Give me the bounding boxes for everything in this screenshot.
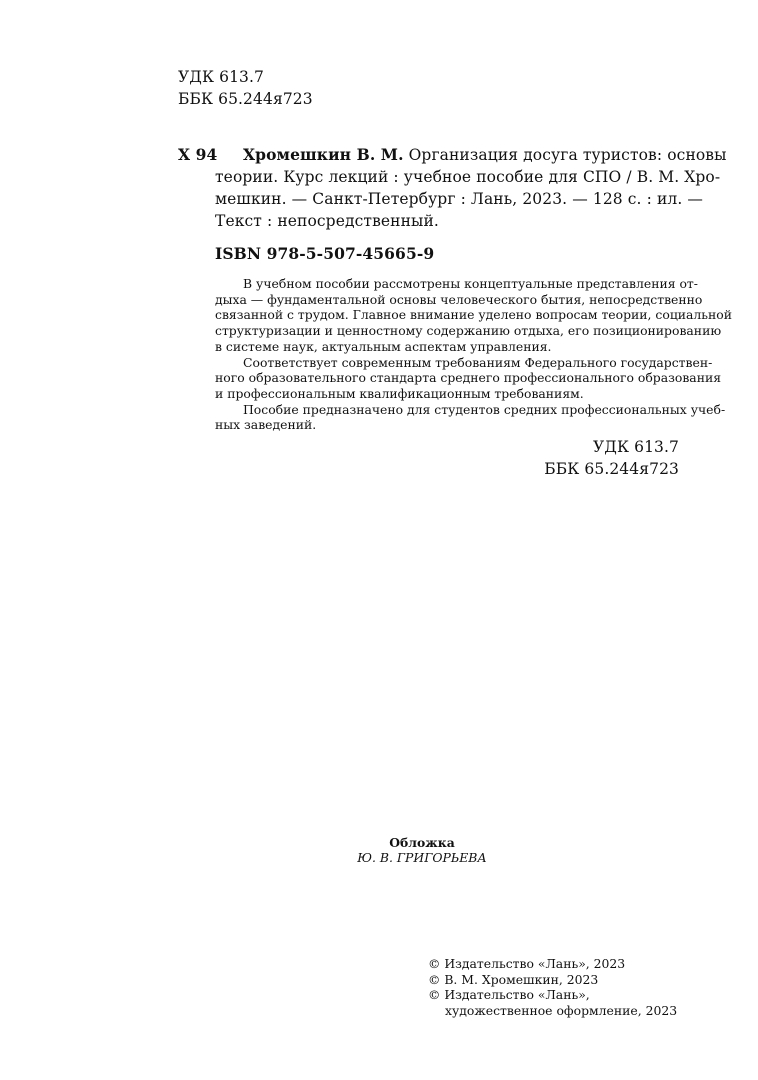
isbn: ISBN 978-5-507-45665-9	[215, 244, 435, 263]
udk-code: УДК 613.7	[593, 438, 679, 456]
annotation-line: В учебном пособии рассмотрены концептуальные представления от-	[243, 276, 698, 291]
bbk-code: ББК 65.244я723	[544, 460, 679, 478]
copyright-line: художественное оформление, 2023	[445, 1003, 678, 1019]
annotation-line: и профессиональным квалификационным требованиям.	[215, 385, 584, 401]
copyright-block	[428, 956, 728, 1019]
annotation-line: ного образовательного стандарта среднего профессионального образования	[215, 370, 722, 386]
copyright-line: © В. М. Хромешкин, 2023	[428, 971, 599, 987]
annotation-line: ных заведений.	[215, 417, 317, 433]
cover-designer: Ю. В. ГРИГОРЬЕВА	[357, 850, 487, 865]
bibliographic-entry	[243, 144, 727, 166]
annotation-line: структуризации и ценностному содержанию отдыха, его позиционированию	[215, 323, 722, 339]
bottom-classification	[479, 436, 679, 480]
top-classification	[178, 66, 313, 110]
entry-line-1	[243, 144, 727, 166]
udk-code: УДК 613.7	[178, 68, 264, 86]
copyright-line: © Издательство «Лань», 2023	[428, 956, 626, 971]
annotation-line: Соответствует современным требованиям Федерального государствен-	[243, 354, 713, 370]
annotation-line: Пособие предназначено для студентов средних профессиональных учеб-	[243, 401, 726, 417]
annotation-line: в системе наук, актуальным аспектам управления.	[215, 338, 552, 354]
entry-author: Хромешкин В. М.	[243, 145, 404, 164]
annotation	[215, 276, 733, 433]
annotation-line: связанной с трудом. Главное внимание уделено вопросам теории, социальной	[215, 307, 733, 323]
entry-title: Организация досуга туристов: основы	[408, 146, 727, 164]
annotation-line: дыха — фундаментальной основы человеческого бытия, непосредственно	[215, 291, 703, 307]
author-mark: Х 94	[178, 145, 218, 164]
bbk-code: ББК 65.244я723	[178, 90, 313, 108]
copyright-line: © Издательство «Лань»,	[428, 987, 590, 1003]
cover-label: Обложка	[389, 835, 455, 850]
entry-line-2: теории. Курс лекций : учебное пособие для СПО / В. М. Хро-	[215, 168, 721, 186]
entry-line-3: мешкин. — Санкт-Петербург : Лань, 2023. — 128 с. : ил. —	[215, 190, 703, 208]
entry-line-4: Текст : непосредственный.	[215, 212, 439, 230]
